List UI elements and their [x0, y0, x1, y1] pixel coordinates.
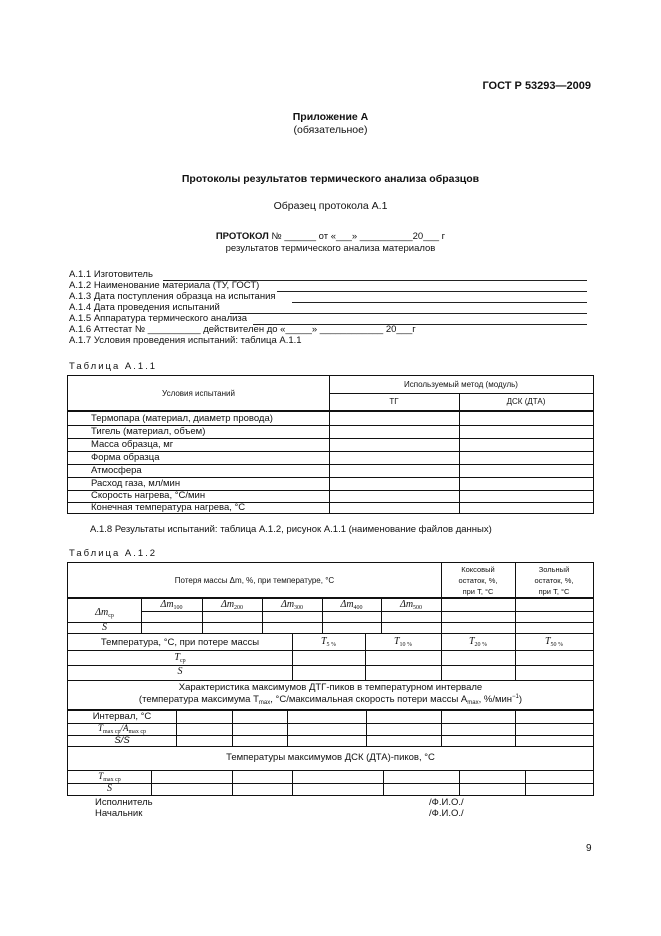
- protocol-number-date: № ______ от «___» __________20___ г: [271, 231, 446, 242]
- dm-300-header: $\Delta m_{300}$: [280, 599, 304, 611]
- t10-header: $T_{10 \%}$: [393, 636, 413, 648]
- table1-row: Атмосфера: [91, 465, 142, 476]
- temp-row-label: Температура, °С, при потере массы: [100, 637, 260, 648]
- appendix-title: Приложение А: [292, 111, 369, 123]
- dsc-s-label: S: [107, 783, 112, 794]
- field-receipt-date-line[interactable]: [292, 302, 587, 303]
- table1-caption: Таблица А.1.1: [69, 361, 158, 372]
- tmax-amax-label: $T_{max ср}/A_{max ср}$: [97, 723, 146, 735]
- t20-header: $T_{20 \%}$: [468, 636, 488, 648]
- field-receipt-date: А.1.3 Дата поступления образца на испытания: [69, 291, 276, 302]
- table1-header-method: Используемый метод (модуль): [404, 380, 518, 389]
- dm-100-header: $\Delta m_{100}$: [160, 599, 183, 611]
- dsc-tmax-label: $T_{max ср}$: [98, 771, 121, 783]
- sample-title: Образец протокола А.1: [273, 200, 388, 212]
- field-test-conditions: А.1.7 Условия проведения испытаний: таблица А.1.1: [69, 335, 302, 346]
- table1-row: Масса образца, мг: [91, 439, 174, 450]
- protocol-line: [0, 231, 661, 242]
- doc-number: ГОСТ Р 53293—2009: [482, 80, 591, 92]
- signature-head-name: /Ф.И.О./: [429, 808, 464, 819]
- protocol-subtitle: результатов термического анализа материалов: [225, 243, 436, 254]
- protocol-label: ПРОТОКОЛ: [215, 231, 269, 242]
- dtg-subtitle: (температура максимума $T_{max}$, °С/максимальная скорость потери массы $A_{max}$, %/мин$^{-1}$): [138, 694, 523, 707]
- table1-header-conditions: Условия испытаний: [162, 389, 235, 398]
- table1-row: Конечная температура нагрева, °С: [91, 502, 246, 513]
- dsc-title: Температуры максимумов ДСК (ДТА)-пиков, °С: [226, 752, 435, 763]
- table1-row: Форма образца: [91, 452, 160, 463]
- table1-row: Термопара (материал, диаметр провода): [91, 413, 273, 424]
- t-avg-label: $T_{ср}$: [174, 652, 186, 664]
- dm-400-header: $\Delta m_{400}$: [340, 599, 363, 611]
- field-manufacturer: А.1.1 Изготовитель: [69, 269, 153, 280]
- table2-header-coke: Коксовый остаток, %, при T, °С: [458, 565, 498, 596]
- dm-200-header: $\Delta m_{200}$: [220, 599, 244, 611]
- signature-executor-role: Исполнитель: [95, 797, 153, 808]
- section-title: Протоколы результатов термического анализа образцов: [181, 173, 480, 185]
- t50-header: $T_{50 \%}$: [544, 636, 564, 648]
- table1-row: Скорость нагрева, °С/мин: [91, 490, 206, 501]
- field-apparatus: А.1.5 Аппаратура термического анализа: [69, 313, 248, 324]
- table1-header-tg: ТГ: [389, 397, 399, 406]
- ss-label: S/S: [114, 735, 130, 746]
- results-line: А.1.8 Результаты испытаний: таблица А.1.2, рисунок А.1.1 (наименование файлов данных): [90, 524, 492, 535]
- field-test-date-line[interactable]: [230, 313, 587, 314]
- dtg-title: Характеристика максимумов ДТГ-пиков в температурном интервале: [178, 682, 483, 693]
- t5-header: $T_{5 \%}$: [320, 636, 337, 648]
- table1-row: Тигель (материал, объем): [91, 426, 206, 437]
- table2-header-ash: Зольный остаток, %, при T, °С: [534, 565, 574, 596]
- signature-executor-name: /Ф.И.О./: [429, 797, 464, 808]
- dm-s-label: S: [102, 622, 107, 633]
- appendix-subtitle: (обязательное): [293, 124, 368, 136]
- t-s-label: S: [177, 666, 183, 677]
- interval-label: Интервал, °С: [92, 711, 152, 722]
- dm-500-header: $\Delta m_{500}$: [399, 599, 423, 611]
- field-test-date: А.1.4 Дата проведения испытаний: [69, 302, 220, 313]
- table1-header-dsc: ДСК (ДТА): [506, 397, 546, 406]
- table2-header-mass-loss: Потеря массы Δm, %, при температуре, °С: [174, 576, 335, 585]
- field-material-name: А.1.2 Наименование материала (ТУ, ГОСТ): [69, 280, 260, 291]
- signature-head-role: Начальник: [95, 808, 143, 819]
- field-material-name-line[interactable]: [277, 291, 587, 292]
- dm-avg-label: $\Delta m_{ср}$: [95, 607, 114, 619]
- page-number: 9: [586, 843, 592, 854]
- table2-caption: Таблица А.1.2: [69, 548, 158, 559]
- table1-row: Расход газа, мл/мин: [91, 478, 181, 489]
- field-certificate: А.1.6 Аттестат № __________ действителен до «_____» ____________ 20___г: [69, 324, 416, 335]
